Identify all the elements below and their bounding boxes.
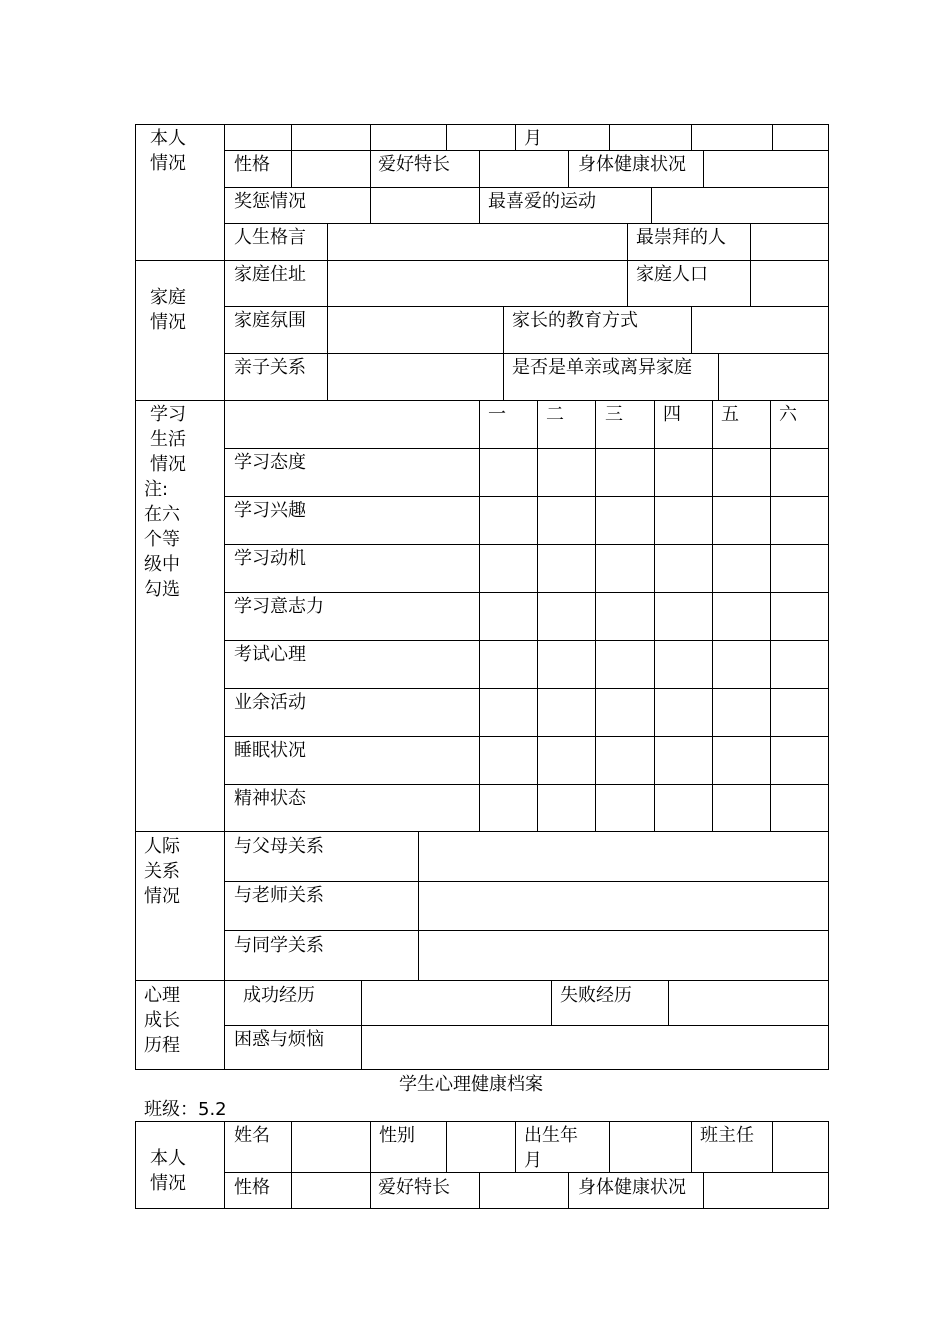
personal-header-line2: 情况 bbox=[150, 153, 186, 174]
growth-header-line2: 成长 bbox=[144, 1010, 180, 1031]
study-item-willpower: 学习意志力 bbox=[234, 596, 324, 617]
bottom-personal-header-line2: 情况 bbox=[150, 1173, 186, 1194]
bottom-personal-header-line1: 本人 bbox=[150, 1148, 186, 1169]
favorite-sport-label: 最喜爱的运动 bbox=[488, 191, 596, 212]
study-item-attitude: 学习态度 bbox=[234, 452, 306, 473]
relation-classmates-label: 与同学关系 bbox=[234, 935, 324, 956]
relations-header-line2: 关系 bbox=[144, 861, 180, 882]
level-1-header: 一 bbox=[488, 404, 506, 425]
study-header-line2: 生活 bbox=[150, 429, 186, 450]
head-teacher-label: 班主任 bbox=[700, 1125, 754, 1146]
success-experience-label: 成功经历 bbox=[243, 985, 315, 1006]
motto-label: 人生格言 bbox=[234, 227, 306, 248]
level-2-header: 二 bbox=[546, 404, 564, 425]
health-label: 身体健康状况 bbox=[578, 154, 686, 175]
family-atmosphere-label: 家庭氛围 bbox=[234, 310, 306, 331]
failure-experience-label: 失败经历 bbox=[560, 985, 632, 1006]
growth-header-line3: 历程 bbox=[144, 1035, 180, 1056]
level-3-header: 三 bbox=[605, 404, 623, 425]
study-header-line3: 情况 bbox=[150, 454, 186, 475]
bottom-hobbies-label: 爱好特长 bbox=[378, 1177, 450, 1198]
document-title: 学生心理健康档案 bbox=[399, 1074, 543, 1095]
gender-label: 性别 bbox=[379, 1125, 415, 1146]
bottom-health-label: 身体健康状况 bbox=[578, 1177, 686, 1198]
study-header-line7: 级中 bbox=[144, 554, 180, 575]
relation-parents-label: 与父母关系 bbox=[234, 836, 324, 857]
name-label: 姓名 bbox=[234, 1125, 270, 1146]
study-item-leisure: 业余活动 bbox=[234, 692, 306, 713]
birth-month-label: 月 bbox=[524, 128, 542, 149]
study-item-sleep: 睡眠状况 bbox=[234, 740, 306, 761]
relations-header-line3: 情况 bbox=[144, 886, 180, 907]
level-4-header: 四 bbox=[663, 404, 681, 425]
bottom-personality-label: 性格 bbox=[234, 1177, 270, 1198]
family-population-label: 家庭人口 bbox=[636, 264, 708, 285]
personality-label: 性格 bbox=[234, 154, 270, 175]
most-admired-label: 最崇拜的人 bbox=[636, 227, 726, 248]
study-header-line4: 注: bbox=[144, 479, 169, 500]
single-divorced-label: 是否是单亲或离异家庭 bbox=[512, 357, 692, 378]
relation-teachers-label: 与老师关系 bbox=[234, 885, 324, 906]
study-item-interest: 学习兴趣 bbox=[234, 500, 306, 521]
growth-header-line1: 心理 bbox=[144, 985, 180, 1006]
parent-education-label: 家长的教育方式 bbox=[512, 310, 638, 331]
study-item-mental-state: 精神状态 bbox=[234, 788, 306, 809]
hobbies-label: 爱好特长 bbox=[378, 154, 450, 175]
rewards-label: 奖惩情况 bbox=[234, 191, 306, 212]
level-6-header: 六 bbox=[779, 404, 797, 425]
family-header-line2: 情况 bbox=[150, 312, 186, 333]
study-header-line8: 勾选 bbox=[144, 579, 180, 600]
family-header-line1: 家庭 bbox=[150, 287, 186, 308]
class-label: 班级：5.2 bbox=[144, 1099, 227, 1120]
parent-child-label: 亲子关系 bbox=[234, 357, 306, 378]
birth-label-line2: 月 bbox=[524, 1150, 542, 1171]
birth-label-line1: 出生年 bbox=[524, 1125, 578, 1146]
study-header-line6: 个等 bbox=[144, 529, 180, 550]
level-5-header: 五 bbox=[721, 404, 739, 425]
study-header-line5: 在六 bbox=[144, 504, 180, 525]
study-header-line1: 学习 bbox=[150, 404, 186, 425]
relations-header-line1: 人际 bbox=[144, 836, 180, 857]
study-item-motivation: 学习动机 bbox=[234, 548, 306, 569]
personal-header-line1: 本人 bbox=[150, 128, 186, 149]
study-item-exam-psychology: 考试心理 bbox=[234, 644, 306, 665]
confusion-label: 困惑与烦恼 bbox=[234, 1029, 324, 1050]
family-address-label: 家庭住址 bbox=[234, 264, 306, 285]
